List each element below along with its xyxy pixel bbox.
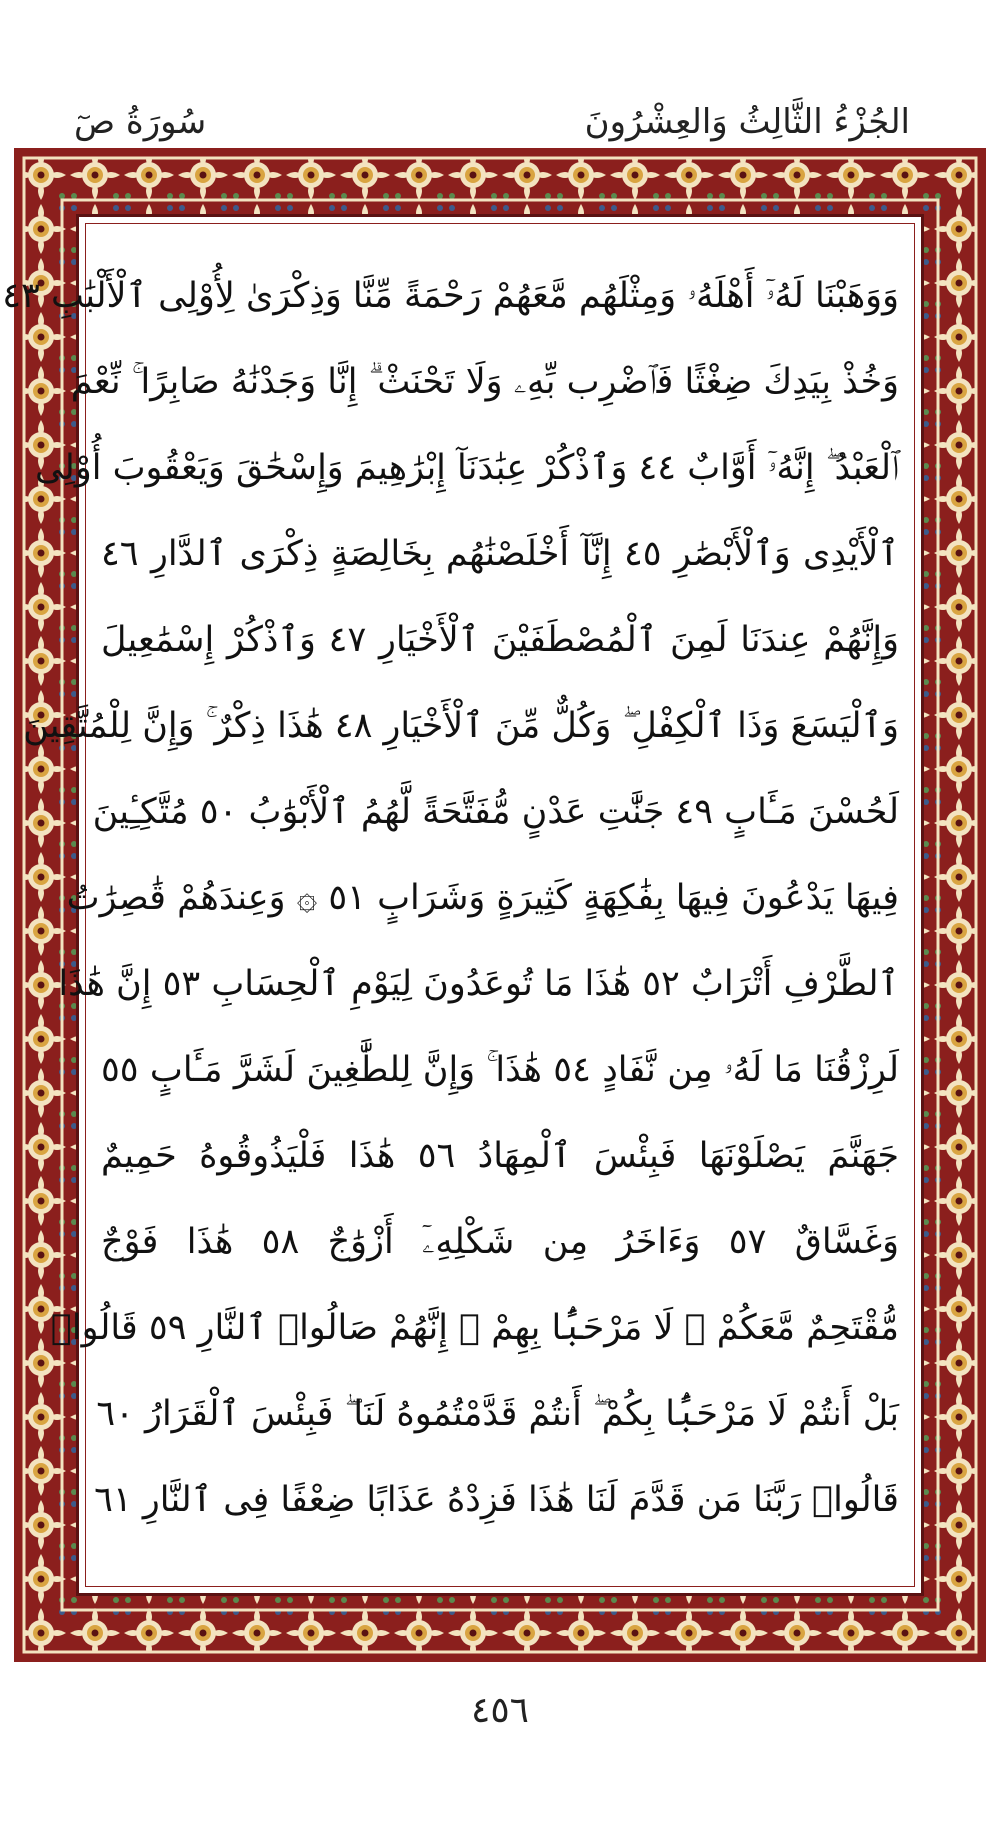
text-line-2: وَخُذْ بِيَدِكَ ضِغْثًا فَٱضْرِب بِّهِۦ وَلَا تَحْنَثْ ۗ إِنَّا وَجَدْنَٰهُ صَابِرًا ۚ نِّعْمَ	[70, 362, 899, 402]
text-line-3: ٱلْعَبْدُ ۖ إِنَّهُۥٓ أَوَّابٌ ٤٤ وَٱذْكُرْ عِبَٰدَنَآ إِبْرَٰهِيمَ وَإِسْحَٰقَ وَيَعْقُوبَ أُوْلِى	[34, 448, 899, 488]
text-line-5: وَإِنَّهُمْ عِندَنَا لَمِنَ ٱلْمُصْطَفَيْنَ ٱلْأَخْيَارِ ٤٧ وَٱذْكُرْ إِسْمَٰعِيلَ	[101, 620, 899, 660]
text-line-6: وَٱلْيَسَعَ وَذَا ٱلْكِفْلِ ۖ وَكُلٌّ مِّنَ ٱلْأَخْيَارِ ٤٨ هَٰذَا ذِكْرٌ ۚ وَإِنَّ لِلْمُتَّقِينَ	[23, 706, 899, 746]
text-line-12: وَغَسَّاقٌ ٥٧ وَءَاخَرُ مِن شَكْلِهِۦٓ أَزْوَٰجٌ ٥٨ هَٰذَا فَوْجٌ	[101, 1222, 899, 1262]
quran-text	[2, 217, 900, 1593]
text-panel	[2, 214, 924, 1596]
page-header	[60, 92, 940, 152]
page-number: ٤٥٦	[470, 1690, 529, 1731]
surah-title: سُورَةُ صٓ	[74, 102, 207, 142]
text-line-4: ٱلْأَيْدِى وَٱلْأَبْصَٰرِ ٤٥ إِنَّآ أَخْلَصْنَٰهُم بِخَالِصَةٍ ذِكْرَى ٱلدَّارِ ٤٦	[101, 534, 899, 574]
ornamental-frame	[2, 148, 986, 1662]
text-line-8: فِيهَا يَدْعُونَ فِيهَا بِفَٰكِهَةٍ كَثِيرَةٍ وَشَرَابٍ ٥١ ۞ وَعِندَهُمْ قَٰصِرَٰتُ	[66, 878, 899, 918]
text-line-15: قَالُوا۟ رَبَّنَا مَن قَدَّمَ لَنَا هَٰذَا فَزِدْهُ عَذَابًا ضِعْفًا فِى ٱلنَّارِ ٦١	[94, 1480, 899, 1520]
text-line-11: جَهَنَّمَ يَصْلَوْنَهَا فَبِئْسَ ٱلْمِهَادُ ٥٦ هَٰذَا فَلْيَذُوقُوهُ حَمِيمٌ	[101, 1136, 899, 1176]
text-line-1: وَوَهَبْنَا لَهُۥٓ أَهْلَهُۥ وَمِثْلَهُم مَّعَهُمْ رَحْمَةً مِّنَّا وَذِكْرَىٰ لِأُوْلِى ٱلْأَلْبَٰبِ ٤٣	[2, 276, 899, 316]
text-line-13: مُّقْتَحِمٌ مَّعَكُمْ ۖ لَا مَرْحَبًۢا بِهِمْ ۚ إِنَّهُمْ صَالُوا۟ ٱلنَّارِ ٥٩ قَالُوا۟	[50, 1308, 899, 1348]
text-line-7: لَحُسْنَ مَـَٔابٍ ٤٩ جَنَّٰتِ عَدْنٍ مُّفَتَّحَةً لَّهُمُ ٱلْأَبْوَٰبُ ٥٠ مُتَّكِـِٔينَ	[92, 792, 899, 832]
text-line-9: ٱلطَّرْفِ أَتْرَابٌ ٥٢ هَٰذَا مَا تُوعَدُونَ لِيَوْمِ ٱلْحِسَابِ ٥٣ إِنَّ هَٰذَا	[58, 964, 899, 1004]
text-line-10: لَرِزْقُنَا مَا لَهُۥ مِن نَّفَادٍ ٥٤ هَٰذَا ۚ وَإِنَّ لِلطَّٰغِينَ لَشَرَّ مَـَٔابٍ ٥٥	[101, 1050, 900, 1090]
text-line-14: بَلْ أَنتُمْ لَا مَرْحَبًۢا بِكُمْ ۖ أَنتُمْ قَدَّمْتُمُوهُ لَنَا ۖ فَبِئْسَ ٱلْقَرَارُ ٦٠	[96, 1394, 899, 1434]
juz-title: الجُزْءُ الثَّالِثُ وَالعِشْرُونَ	[584, 102, 910, 142]
